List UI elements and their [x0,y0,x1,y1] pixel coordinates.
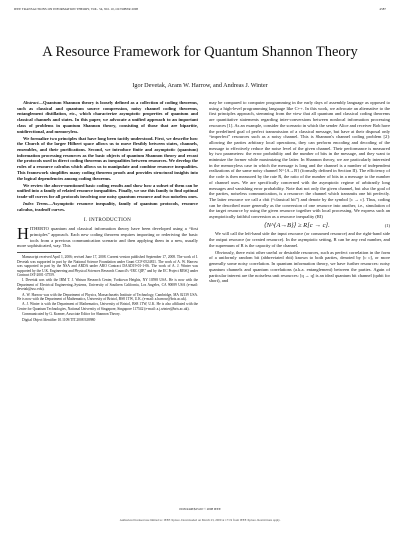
abstract-paragraph-1 [17,100,198,134]
abstract-paragraph-2: We formalize two principles that have long been tacitly understood. First, we describe how the Church of the larger Hilbert space allows us to move flexibly between states, channels, ensembles, and their purifications. Second, we introduce finite and asymptotic (quantum) information processing resources as the basic objects of quantum Shannon theory and recast the protocols used in direct coding theorems as inequalities between resources. We develop the rules of a resource calculus which allows us to manipulate and combine resource inequalities. This framework simplifies many coding theorem proofs and provides structural insights into the logical dependencies among coding theorems. [17,135,198,181]
paper-title: A Resource Framework for Quantum Shannon Theory [42,44,358,60]
intro-text-1: ITHERTO quantum and classical information theory have been developed using a “first principles” approach. Each new coding theorem requires importing or rederiving the basic tools from a previous communication scenario and then applying them in a new, usually more sophisticated, way. This [17,226,198,249]
footnote: Communicated by G. Kramer, Associate Editor for Shannon Theory. [22,312,121,317]
footnote: I. Devetak was with the IBM T. J. Watson Research Center, Yorktown Heights, NY 10598 USA. He is now with the Department of Electrical Engineering–Systems, University of Southern California, Los Angeles, CA 90089 USA (e-mail: devetak@usc.edu). [17,278,198,292]
body-paragraph-3: Obviously, there exist other useful or desirable resources, such as perfect correlation in the form of a uniformly random bit (abbreviated rbit) known to both parties, denoted by [c c], or more generally some noisy correlation. In quantum information theory, we have further resources: noisy quantum channels and quantum correlations (a.k.a. entanglement) between the parties. Again of particular interest are the noiseless unit resources: [q → q] is an ideal quantum bit channel (qubit for short), and [209,249,390,284]
equation-1 [209,223,390,229]
journal-name: IEEE TRANSACTIONS ON INFORMATION THEORY, VOL. 54, NO. 10, OCTOBER 2008 [14,7,139,11]
equation-body: ⟨N^{A→B}⟩ ≥ R[c → c]. [264,221,330,229]
footnote: A. J. Winter is with the Department of Mathematics, University of Bristol, BS8 1TW, U.K. He is also affiliated with the Centre for Quantum Technologies, National University of Singapore, Singapore 117542 (e-mail: a.j.winter@bris.ac.uk). [17,302,198,311]
issn-line: 0018-9448/$25.00 © 2008 IEEE [179,507,221,511]
footnotes [17,255,198,322]
running-head [14,7,386,13]
footnote: A. W. Harrow was with the Department of Physics, Massachusetts Institute of Technology, Cambridge, MA 02139 USA. He is now with the Department of Mathematics, University of Bristol, BS8 1TW, U.K. (e-mail: a.harrow@bris.ac.uk). [17,292,198,302]
body-paragraph-2: We will call the left-hand side the input resource (or consumed resource) and the right-hand side the output resource (or created resource). In the asymptotic setting, R can be any real number, and the supremum of R is the capacity of the channel. [209,231,390,248]
abstract-paragraph-3: We review the above-mentioned basic coding results and show how a subset of them can be unified into a family of related resource inequalities. Finally, we use this family to find optimal trade-off curves for all protocols involving one noisy quantum resource and two noiseless ones. [17,182,198,200]
left-column [17,100,198,323]
paper-authors: Igor Devetak, Aram W. Harrow, and Andreas J. Winter [132,82,268,89]
index-terms-text: —Asymptotic resource inequality, family of quantum protocols, resource calculus, tradeoff curves. [17,201,198,212]
section-heading: I. INTRODUCTION [83,216,132,223]
page-number: 4587 [379,7,386,11]
footnote: Digital Object Identifier 10.1109/TIT.2008.928980 [22,317,96,322]
equation-number: (1) [384,222,390,228]
index-terms-lead: Index Terms [23,201,48,207]
right-column [209,100,390,285]
intro-paragraph-1 [17,223,198,249]
footnote-rule [17,252,61,253]
footnote: Manuscript received April 1, 2006; revised June 17, 2008. Current version published September 17, 2008. The work of I. Devetak was supported in part by the National Science Foundation under Grant CCF-0524811. The work of A. W. Harrow was supported in part by the NSA and ARDA under ARO Contract DAAD19-01-1-06. The work of A. J. Winter was supported by the U.K. Engineering and Physical Sciences Research Council's “IRC QIP,” and by the EC Project RESQ under Contract IST-2001-37559. [17,255,198,278]
abstract-lead: Abstract [23,100,39,105]
abstract-text-1: —Quantum Shannon theory is loosely defined as a collection of coding theorems, such as classical and quantum source compression, noisy channel coding theorems, entanglement distillation, etc., which characterize asymptotic properties of quantum and classical channels and states. In this paper, we advocate a unified approach to an important class of problems in quantum Shannon theory, consisting of those that are bipartite, unidirectional, and memoryless. [17,100,198,134]
copyright-notice: Authorized licensed use limited to: IEEE Xplore. Downloaded on March 23, 2009 at 17:19 from IEEE Xplore. Restrictions apply. [119,518,281,522]
index-terms [17,201,198,212]
abstract [17,100,198,200]
drop-cap: H [17,223,29,243]
body-paragraph-1: may be compared to computer programming in the early days of assembly language as opposed to using a high-level programming language like C++. In this work, we advocate an alternative to the first principles approach, stemming from the view that all quantum and classical coding theorems are quantitative statements regarding inter-conversions between nonlocal information processing resources [1]. As an example, consider the scenario in which the sender Alice and receiver Bob have the predefined goal of perfect transmission of a classical message, but have at their disposal only “imperfect” resources such as a noisy channel. This is Shannon's channel coding problem [2]: allowing the parties arbitrary local operations, they can perform encoding and decoding of the message to effectively reduce the noise level of the given channel. Their performance is measured by two parameters: the error probability and the number of bits in the message, and they want to minimize the former while maximizing the latter. In Shannon theory, we are particularly interested in the memoryless case in which the message is long and the channel is a number of independent realizations of the same noisy channel N^{A→B} (formally defined in Section II). The efficiency of the code is then measured by the rate R, the ratio of the number of bits in a message to the number of channel uses. We are specifically concerned with the asymptotic regime of arbitrarily long messages and vanishing error probability. Note that not only the given channel, but also the goal of the parties, noiseless communication, is a resource: the channel which transmits one bit perfectly. The latter resource we call a cbit (“classical bit”) and denote by the symbol [c → c]. Thus, coding can be described more generally as the conversion of one resource into another, i.e., simulation of the target resource by using the given resource together with local processing. We express such an asymptotically faithful conversion as a resource inequality (RI) [209,100,390,220]
